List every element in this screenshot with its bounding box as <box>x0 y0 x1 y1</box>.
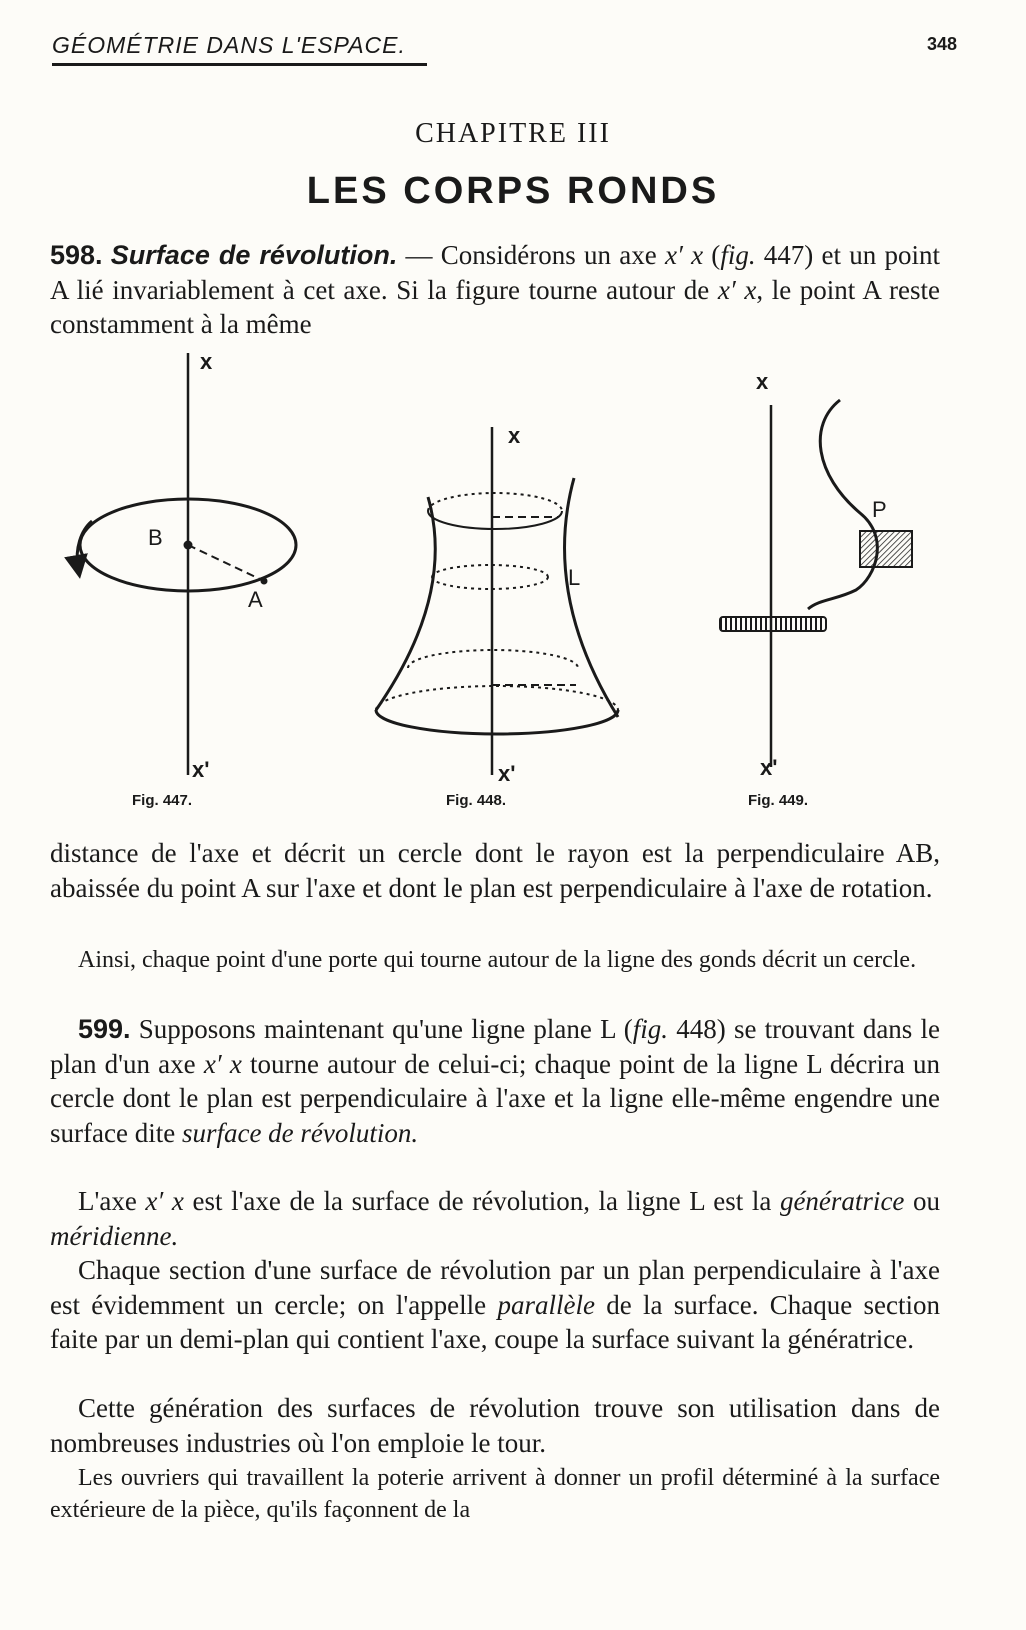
chapter-label: CHAPITRE III <box>415 118 611 149</box>
profile-template-p <box>860 531 912 567</box>
middle-parallel-front <box>432 577 548 589</box>
bottom-parallel-front <box>376 710 618 734</box>
section-598-continuation: distance de l'axe et décrit un cercle dont le rayon est la perpendiculaire AB, abaissée du point A sur l'axe et dont le plan est perpendiculaire à l'axe de rotation. <box>50 838 940 903</box>
section-598-note: Ainsi, chaque point d'une porte qui tourne autour de la ligne des gonds décrit un cercle. <box>78 947 917 973</box>
section-number: 598. <box>50 240 103 270</box>
text: ou <box>904 1186 940 1216</box>
section-599-paragraph-3 <box>50 1253 940 1357</box>
point-a <box>261 578 268 585</box>
text: de la surface. Chaque section faite par un demi-plan qui contient l'axe, coupe la surface suivant la génératrice. <box>50 1289 941 1354</box>
text: ( <box>703 240 721 270</box>
hyperboloid-left-profile <box>376 497 435 710</box>
section-599-paragraph-4: Cette génération des surfaces de révolution trouve son utilisation dans de nombreuses industries où l'on emploie le tour. <box>50 1393 940 1458</box>
text: et un point A lié invariablement à cet axe. Si la figure tourne autour de <box>50 240 940 305</box>
fig447-axis-bottom-label: x' <box>192 757 210 782</box>
math-x-prime-x: x′ x <box>717 274 757 305</box>
fig448-axis-top-label: x <box>508 423 521 448</box>
page-number: 348 <box>926 34 957 54</box>
text: 448) se trouvant dans le plan d'un axe <box>50 1014 941 1079</box>
section-598-intro <box>50 238 940 342</box>
fig449-axis-top-label: x <box>756 369 769 394</box>
text: est l'axe de la surface de révolution, la ligne L est la <box>183 1186 780 1216</box>
chapter-title: LES CORPS RONDS <box>306 170 720 212</box>
section-number: 599. <box>78 1014 131 1044</box>
fig449-profile-p-label: P <box>872 497 887 522</box>
text: Supposons maintenant qu'une ligne plane L ( <box>130 1014 633 1044</box>
figure-447 <box>77 353 296 775</box>
bottom-parallel-back <box>376 686 618 710</box>
section-599-paragraph-5: Les ouvriers qui travaillent la poterie arrivent à donner un profil déterminé à la surface extérieure de la pièce, qu'ils façonnent de la <box>50 1465 940 1523</box>
text: tourne autour de celui-ci; chaque point de la ligne L décrira un cercle dont le plan est perpendiculaire à l'axe et la ligne elle-même engendre une surface dite <box>50 1048 941 1148</box>
fig447-point-a-label: A <box>248 587 263 612</box>
term-generatrice: génératrice <box>779 1186 905 1216</box>
middle-parallel-back <box>432 565 548 577</box>
figures-row <box>0 345 1026 825</box>
figure-448 <box>376 427 618 775</box>
section-599-paragraph-2 <box>50 1184 940 1253</box>
section-title: Surface de révolution. <box>110 240 398 270</box>
fig447-caption: Fig. 447. <box>132 792 193 809</box>
fig448-axis-bottom-label: x' <box>498 761 516 786</box>
term-surface-de-revolution: surface de révolution. <box>181 1117 419 1148</box>
figures-drawing <box>0 345 1026 825</box>
running-title: GÉOMÉTRIE DANS L'ESPACE. <box>52 32 427 66</box>
math-x-prime-x: x′ x <box>145 1186 184 1216</box>
figure-449 <box>720 400 912 767</box>
radius-ab <box>188 545 264 581</box>
fig-ref: 447) <box>755 240 814 270</box>
math-x-prime-x: x′ x <box>203 1048 242 1079</box>
top-parallel-front <box>428 511 562 529</box>
turntable-plate <box>720 617 826 631</box>
fig447-point-b-label: B <box>148 525 163 550</box>
fig447-axis-top-label: x <box>200 349 213 374</box>
point-b <box>184 541 193 550</box>
text: Chaque section d'une surface de révolution par un plan perpendiculaire à l'axe est évidemment un cercle; on l'appelle <box>50 1255 940 1320</box>
profile-curve <box>808 400 877 609</box>
fig448-line-l-label: L <box>568 565 581 590</box>
fig449-axis-bottom-label: x' <box>760 755 778 780</box>
text: — Considérons un axe <box>397 240 665 270</box>
fig-abbr: fig. <box>632 1014 669 1044</box>
running-head <box>52 30 957 70</box>
text: L'axe <box>78 1186 146 1216</box>
fig449-caption: Fig. 449. <box>748 792 809 809</box>
top-parallel-back <box>428 493 562 511</box>
fig448-caption: Fig. 448. <box>446 792 507 809</box>
text: , le point A reste constamment à la même <box>50 274 940 339</box>
section-599-paragraph-1 <box>50 1012 940 1150</box>
generatrix-curve-l <box>565 478 618 717</box>
math-x-prime-x: x′ x <box>664 240 704 270</box>
term-meridienne: méridienne. <box>50 1220 179 1251</box>
fig-abbr: fig. <box>720 240 756 270</box>
term-parallele: parallèle <box>497 1289 595 1320</box>
